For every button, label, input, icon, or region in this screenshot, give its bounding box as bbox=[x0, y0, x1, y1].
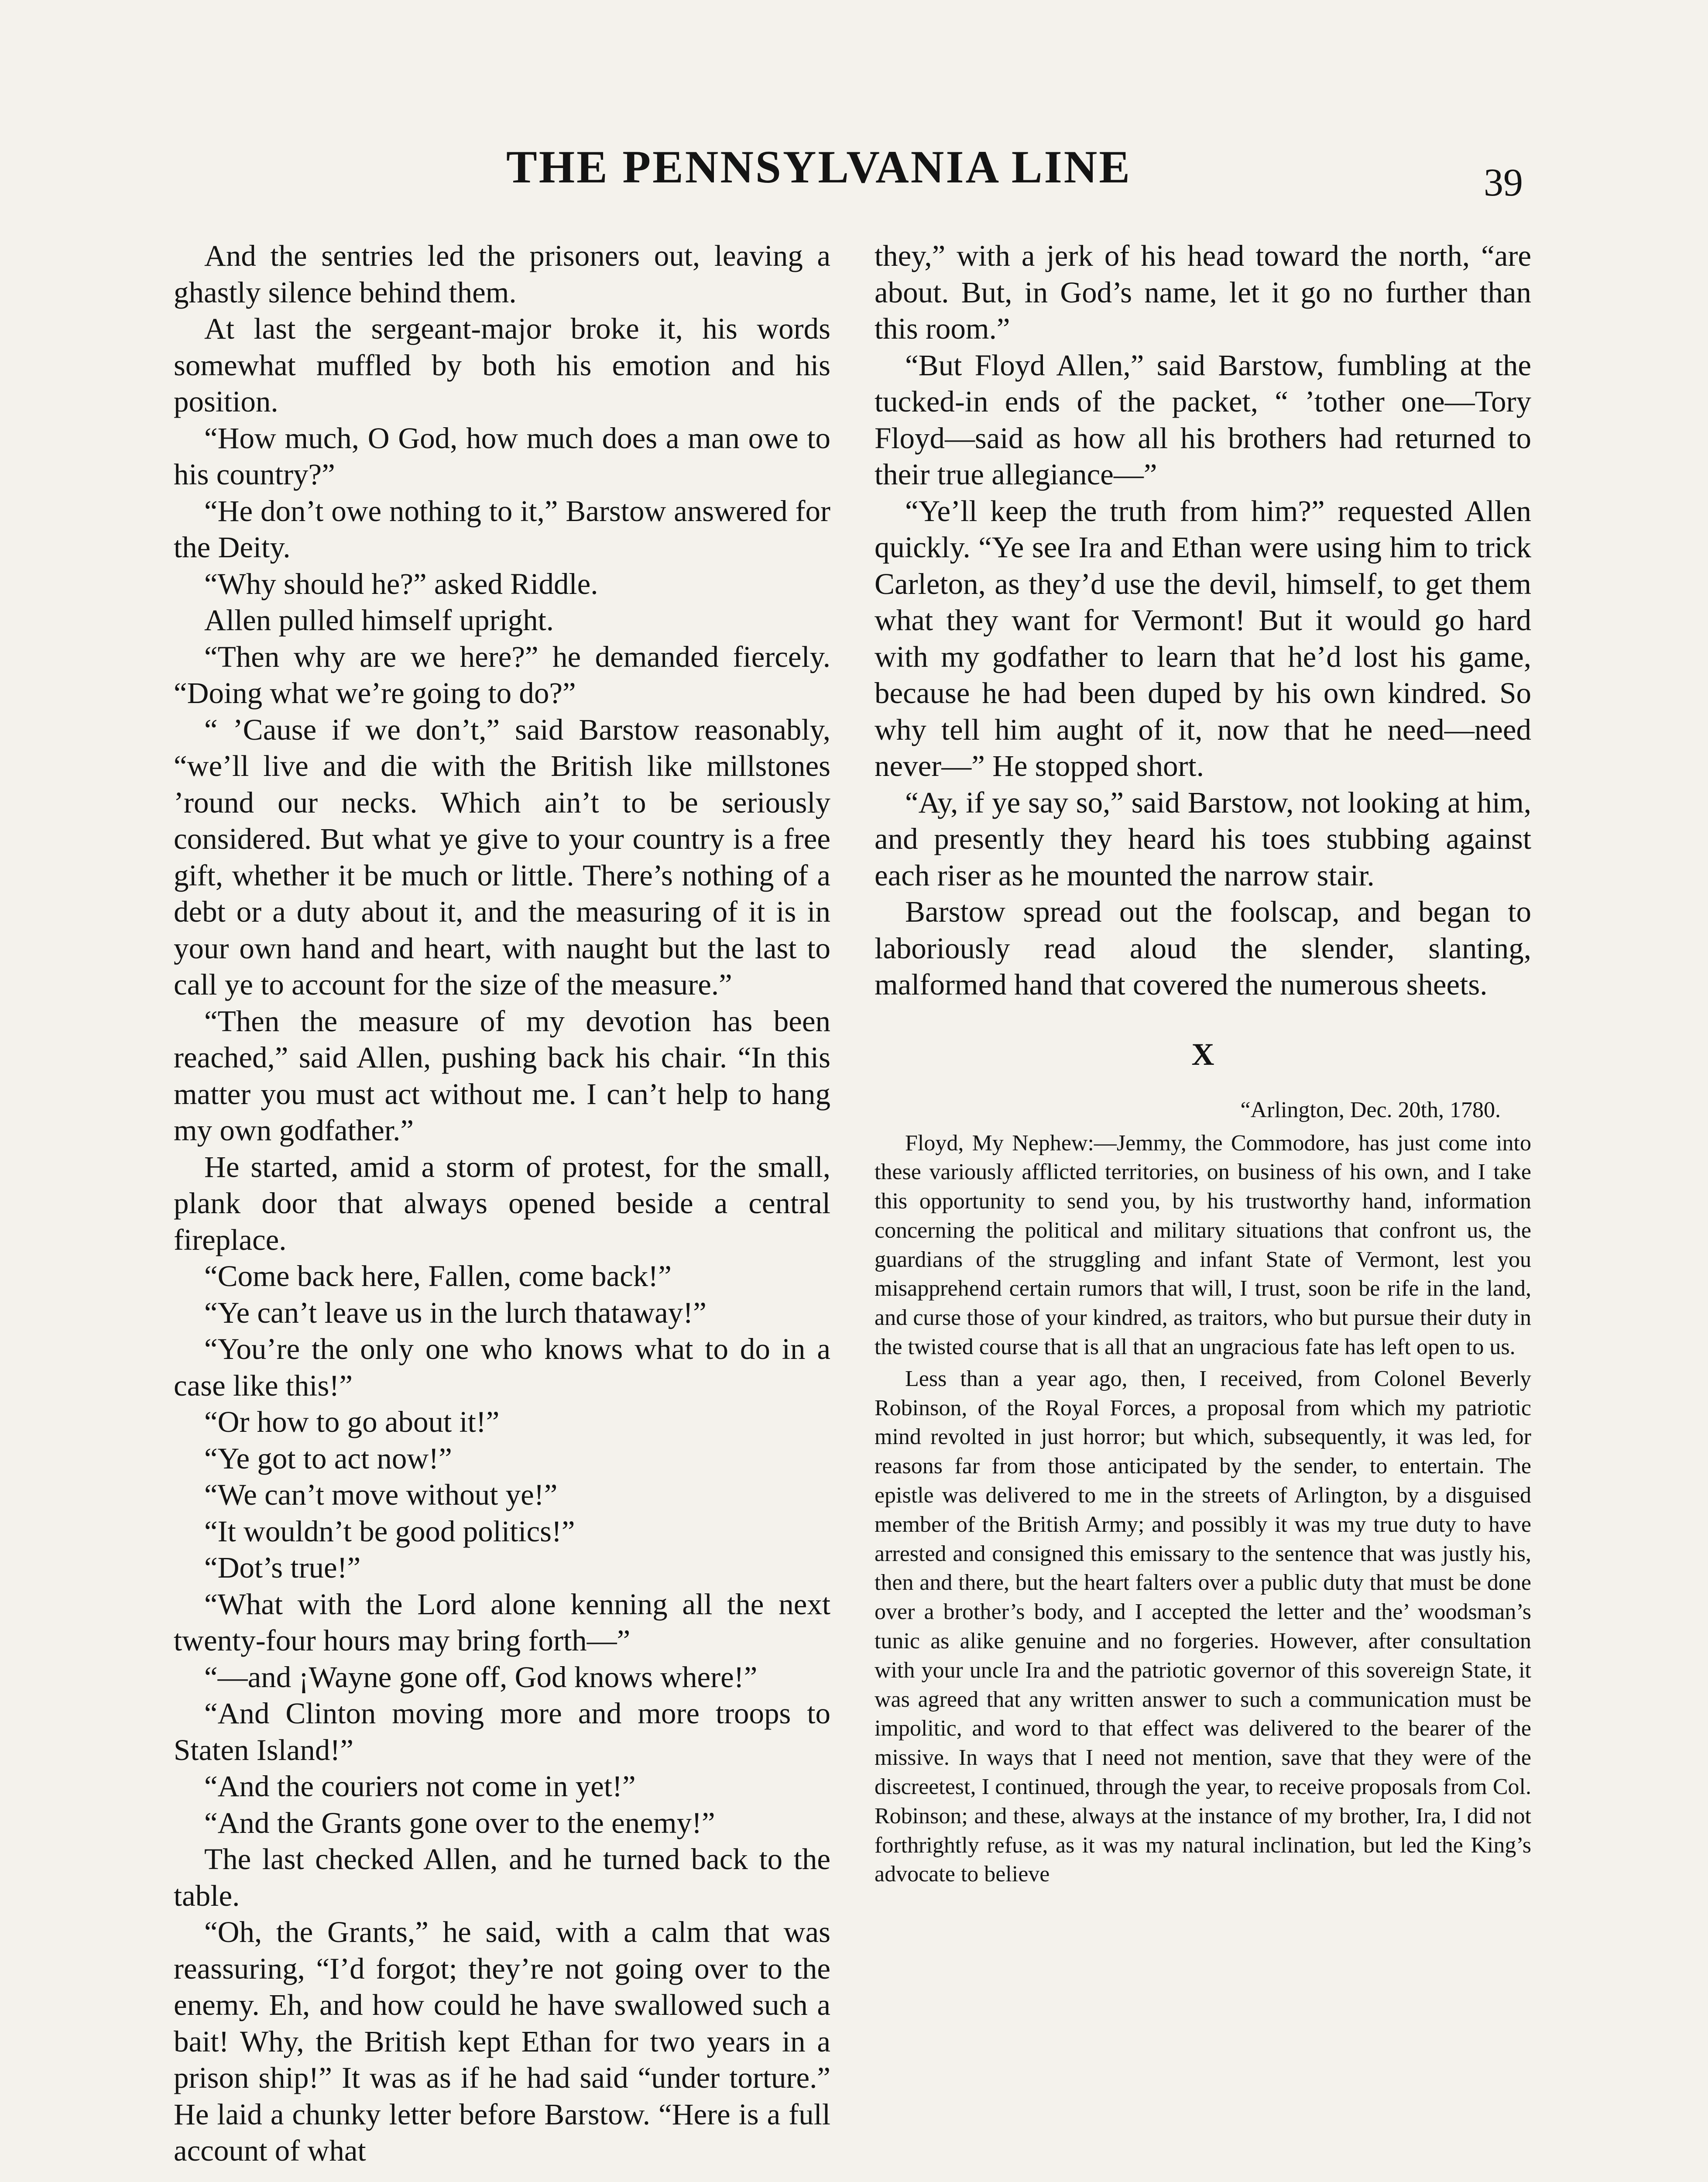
paragraph: “Dot’s true!” bbox=[204, 1551, 361, 1584]
paragraph: “And the couriers not come in yet!” bbox=[204, 1770, 636, 1803]
paragraph: “—and ¡Wayne gone off, God knows where!” bbox=[204, 1660, 758, 1694]
paragraph: “Then the measure of my devotion has been reached,” said Allen, pushing back his chair. “In this matter you must act without me. I can’t help to hang my own godfather.” bbox=[174, 1004, 830, 1147]
paragraph: “Ye can’t leave us in the lurch thataway!” bbox=[204, 1296, 707, 1329]
paragraph: The last checked Allen, and he turned back to the table. bbox=[174, 1842, 830, 1912]
paragraph: “Why should he?” asked Riddle. bbox=[204, 567, 598, 600]
paragraph: “Oh, the Grants,” he said, with a calm that was reassuring, “I’d forgot; they’re not going over to the enemy. Eh, and how could he have swallowed such a bait! Why, the British kept Ethan for two years in a prison ship!” It was as if he had said “under torture.” He laid a chunky letter before Barstow. “Here is a full account of what bbox=[174, 1915, 830, 2167]
section-heading: X bbox=[1191, 1036, 1214, 1072]
paragraph: “Ay, if ye say so,” said Barstow, not looking at him, and presently they heard his toes stubbing against each riser as he mounted the narrow stair. bbox=[875, 786, 1531, 892]
paragraph: “How much, O God, how much does a man owe to his country?” bbox=[174, 421, 830, 491]
letter-dateline: “Arlington, Dec. 20th, 1780. bbox=[1240, 1097, 1501, 1122]
paragraph: He started, amid a storm of protest, for the small, plank door that always opened beside a central fireplace. bbox=[174, 1150, 830, 1256]
paragraph: “Ye’ll keep the truth from him?” requested Allen quickly. “Ye see Ira and Ethan were using him to trick Carleton, as they’d use the devil, himself, to get them what they want for Vermont! But it would go hard with my godfather to learn that he’d lost his game, because he had been duped by his own kindred. So why tell him aught of it, now that he need—need never—” He stopped short. bbox=[875, 494, 1531, 782]
paragraph: “You’re the only one who knows what to do in a case like this!” bbox=[174, 1332, 830, 1402]
paragraph: “Then why are we here?” he demanded fiercely. “Doing what we’re going to do?” bbox=[174, 640, 830, 710]
paragraph: Allen pulled himself upright. bbox=[204, 604, 554, 637]
letter-paragraph: Floyd, My Nephew:—Jemmy, the Commodore, has just come into these variously afflicted territories, on business of his own, and I take this opportunity to send you, by his trustworthy hand, information concerning the political and military situations that confront us, the guardians of the struggling and infant State of Vermont, lest you misapprehend certain rumors that will, I trust, soon be rife in the land, and curse those of your kindred, as traitors, who but pursue their duty in the twisted course that is all that an ungracious fate has left open to us. bbox=[875, 1130, 1531, 1360]
paragraph: “We can’t move without ye!” bbox=[204, 1478, 558, 1511]
paragraph: And the sentries led the prisoners out, leaving a ghastly silence behind them. bbox=[174, 239, 830, 309]
paragraph: “Or how to go about it!” bbox=[204, 1405, 500, 1438]
paragraph: “Come back here, Fallen, come back!” bbox=[204, 1259, 672, 1293]
paragraph: “He don’t owe nothing to it,” Barstow answered for the Deity. bbox=[174, 494, 830, 564]
paragraph: “ ’Cause if we don’t,” said Barstow reasonably, “we’ll live and die with the British like millstones ’round our necks. Which ain’t to be seriously considered. But what ye give to your country is a free gift, whether it be much or little. There’s nothing of a debt or a duty about it, and the measuring of it is in your own hand and heart, with naught but the last to call ye to account for the size of the measure.” bbox=[174, 713, 830, 1001]
paragraph: “And the Grants gone over to the enemy!” bbox=[204, 1806, 715, 1839]
paragraph: Barstow spread out the foolscap, and began to laboriously read aloud the slender, slanting, malformed hand that covered the numerous sheets. bbox=[875, 895, 1531, 1001]
letter-paragraph: Less than a year ago, then, I received, from Colonel Beverly Robinson, of the Royal Forces, a proposal from which my patriotic mind revolted in just horror; but which, subsequently, it was led, for reasons far from those anticipated by the sender, to entertain. The epistle was delivered to me in the streets of Arlington, by a disguised member of the British Army; and possibly it was my true duty to have arrested and consigned this emissary to the sentence that was justly his, then and there, but the heart falters over a public duty that must be done over a brother’s body, and I accepted the letter and the’ woodsman’s tunic as alike genuine and no forgeries. However, after consultation with your uncle Ira and the patriotic governor of this sovereign State, it was agreed that any written answer to such a communication must be impolitic, and word to that effect was delivered to the bearer of the missive. In ways that I need not mention, save that they were of the discreetest, I continued, through the year, to receive proposals from Col. Robinson; and these, always at the instance of my brother, Ira, I did not forthrightly refuse, as it was my natural inclination, but led the King’s advocate to believe bbox=[875, 1366, 1531, 1887]
paragraph: “Ye got to act now!” bbox=[204, 1441, 452, 1475]
paragraph: “But Floyd Allen,” said Barstow, fumbling at the tucked-in ends of the packet, “ ’tother one—Tory Floyd—said as how all his brothers had returned to their true allegiance—” bbox=[875, 348, 1531, 491]
paragraph: “And Clinton moving more and more troops to Staten Island!” bbox=[174, 1697, 830, 1767]
paragraph: “What with the Lord alone kenning all the next twenty-four hours may bring forth—” bbox=[174, 1587, 830, 1657]
left-column bbox=[174, 238, 830, 2169]
paragraph: they,” with a jerk of his head toward the north, “are about. But, in God’s name, let it go no further than this room.” bbox=[875, 239, 1531, 345]
running-title: THE PENNSYLVANIA LINE bbox=[506, 141, 1132, 192]
paragraph: At last the sergeant-major broke it, his words somewhat muffled by both his emotion and his position. bbox=[174, 312, 830, 418]
right-column bbox=[875, 238, 1531, 1889]
paragraph: “It wouldn’t be good politics!” bbox=[204, 1514, 575, 1548]
page-number: 39 bbox=[1484, 161, 1523, 204]
